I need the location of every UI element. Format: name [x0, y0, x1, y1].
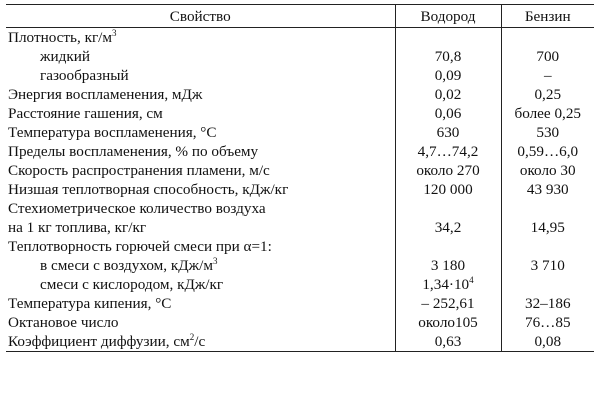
gasoline-value: 0,25	[501, 85, 594, 104]
hydrogen-value: 70,8	[395, 47, 501, 66]
hydrogen-value: около105	[395, 313, 501, 332]
gasoline-value	[501, 237, 594, 256]
row-label: Температура кипения, °С	[6, 294, 395, 313]
hydrogen-value	[395, 199, 501, 218]
superscript: 3	[212, 256, 218, 266]
row-label: Октановое число	[6, 313, 395, 332]
gasoline-value	[501, 28, 594, 48]
row-label: Энергия воспламенения, мДж	[6, 85, 395, 104]
table-row	[6, 199, 594, 218]
hydrogen-value: 3 180	[395, 256, 501, 275]
hydrogen-value: около 270	[395, 161, 501, 180]
table-row	[6, 142, 594, 161]
gasoline-value: 32–186	[501, 294, 594, 313]
gasoline-value: 76…85	[501, 313, 594, 332]
table-row	[6, 332, 594, 352]
table-row	[6, 85, 594, 104]
superscript: 3	[112, 28, 117, 38]
header-gasoline: Бензин	[501, 5, 594, 28]
header-row	[6, 5, 594, 28]
hydrogen-value: – 252,61	[395, 294, 501, 313]
table-row	[6, 47, 594, 66]
gasoline-value: около 30	[501, 161, 594, 180]
gasoline-value: 700	[501, 47, 594, 66]
table-row	[6, 237, 594, 256]
table-row	[6, 180, 594, 199]
superscript: 4	[469, 275, 474, 285]
gasoline-value	[501, 199, 594, 218]
table-row	[6, 28, 594, 48]
superscript: 2	[189, 332, 195, 342]
hydrogen-value: 630	[395, 123, 501, 142]
table-row	[6, 104, 594, 123]
table-row	[6, 313, 594, 332]
row-label: в смеси с воздухом, кДж/$м^3$	[6, 256, 395, 275]
table-row	[6, 275, 594, 294]
table-row	[6, 66, 594, 85]
row-label: Скорость распространения пламени, м/с	[6, 161, 395, 180]
row-label: жидкий	[6, 47, 395, 66]
hydrogen-value: 0,09	[395, 66, 501, 85]
row-label: Стехиометрическое количество воздуха	[6, 199, 395, 218]
hydrogen-value	[395, 237, 501, 256]
gasoline-value	[501, 275, 594, 294]
hydrogen-value	[395, 28, 501, 48]
table-row	[6, 123, 594, 142]
gasoline-value: 0,59…6,0	[501, 142, 594, 161]
gasoline-value: 43 930	[501, 180, 594, 199]
row-label: Плотность, $кг/м^3$	[6, 28, 395, 48]
header-property: Свойство	[6, 5, 395, 28]
hydrogen-value: 4,7…74,2	[395, 142, 501, 161]
gasoline-value: –	[501, 66, 594, 85]
gasoline-value: более 0,25	[501, 104, 594, 123]
table-row	[6, 218, 594, 237]
row-label: на 1 кг топлива, кг/кг	[6, 218, 395, 237]
gasoline-value: 3 710	[501, 256, 594, 275]
hydrogen-value: 0,06	[395, 104, 501, 123]
gasoline-value: 14,95	[501, 218, 594, 237]
gasoline-value: 0,08	[501, 332, 594, 352]
row-label: Пределы воспламенения, % по объему	[6, 142, 395, 161]
row-label: газообразный	[6, 66, 395, 85]
hydrogen-value: 0,02	[395, 85, 501, 104]
gasoline-value: 530	[501, 123, 594, 142]
row-label: Расстояние гашения, см	[6, 104, 395, 123]
properties-table	[6, 4, 594, 352]
hydrogen-value: 120 000	[395, 180, 501, 199]
row-label: смеси с кислородом, кДж/кг	[6, 275, 395, 294]
table-row	[6, 256, 594, 275]
row-label: Низшая теплотворная способность, кДж/кг	[6, 180, 395, 199]
row-label: Теплотворность горючей смеси при α=1:	[6, 237, 395, 256]
row-label: Температура воспламенения, °С	[6, 123, 395, 142]
header-hydrogen: Водород	[395, 5, 501, 28]
row-label: Коэффициент диффузии, $см^2/с$	[6, 332, 395, 352]
hydrogen-value: 34,2	[395, 218, 501, 237]
table-row	[6, 294, 594, 313]
hydrogen-value: $1,34\cdot 10^4$	[395, 275, 501, 294]
hydrogen-value: 0,63	[395, 332, 501, 352]
table-row	[6, 161, 594, 180]
